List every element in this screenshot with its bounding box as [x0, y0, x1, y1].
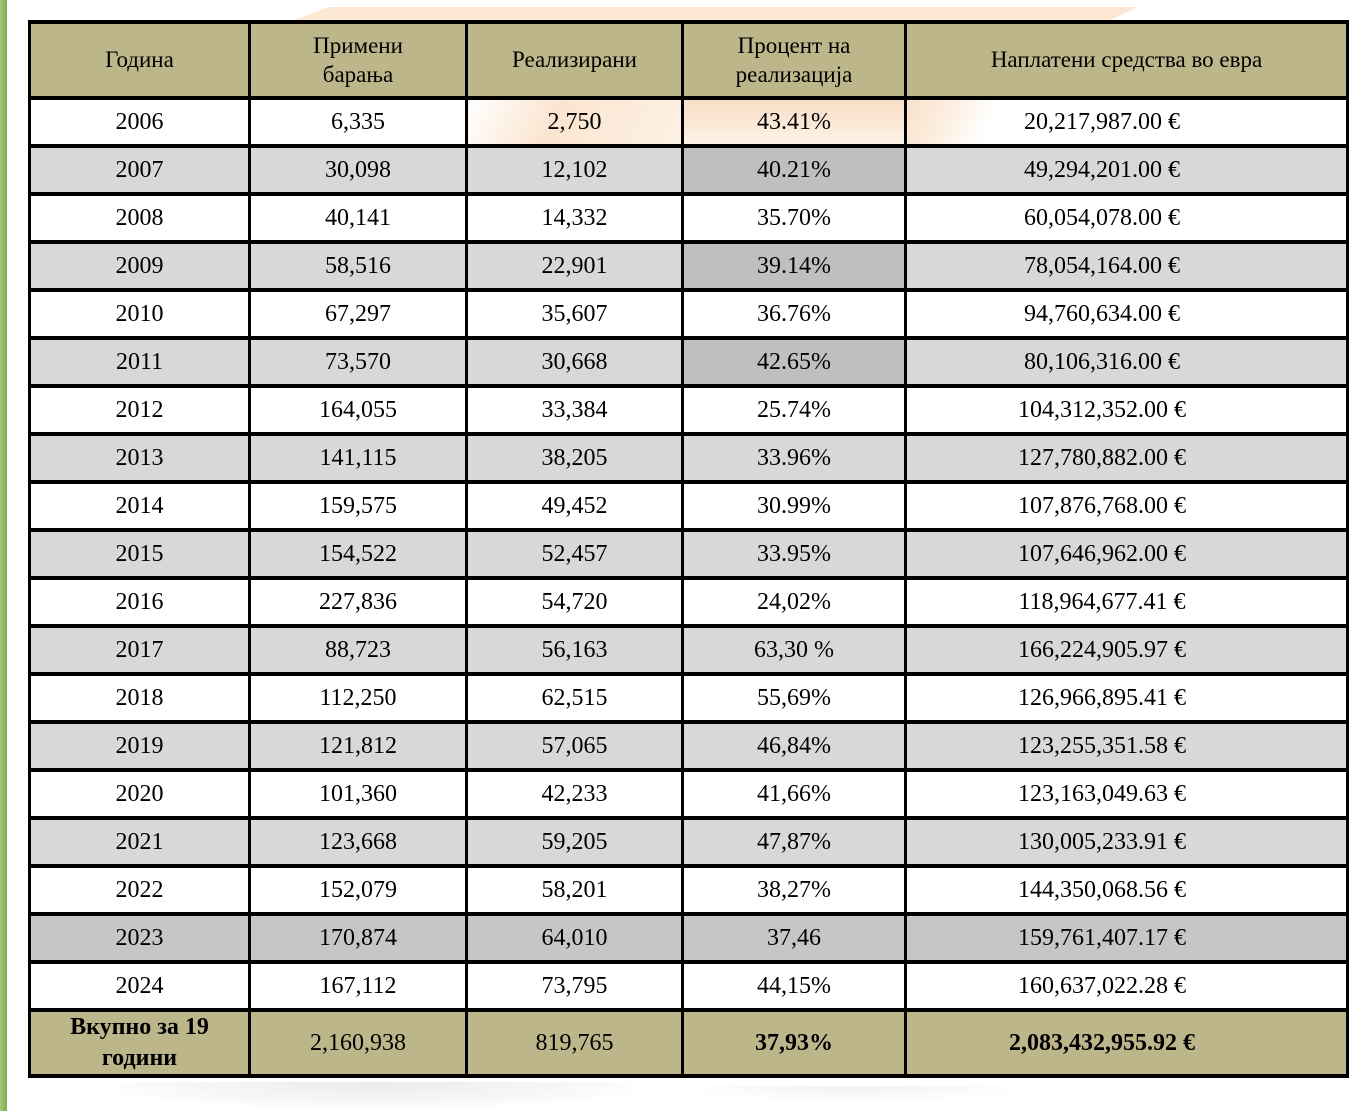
amount-cell: 78,054,164.00 €	[906, 242, 1348, 290]
total-row	[30, 1010, 1348, 1076]
total-amount-cell: 2,083,432,955.92 €	[906, 1010, 1348, 1076]
percent-cell: 33.96%	[683, 434, 906, 482]
percent-cell: 63,30 %	[683, 626, 906, 674]
percent-cell: 25.74%	[683, 386, 906, 434]
received-cell: 170,874	[250, 914, 467, 962]
received-cell: 123,668	[250, 818, 467, 866]
year-cell: 2019	[30, 722, 250, 770]
total-realized-cell: 819,765	[467, 1010, 683, 1076]
year-cell: 2023	[30, 914, 250, 962]
table-row-2015	[30, 530, 1348, 578]
realized-cell: 49,452	[467, 482, 683, 530]
table-row-2018	[30, 674, 1348, 722]
percent-cell: 39.14%	[683, 242, 906, 290]
percent-cell: 33.95%	[683, 530, 906, 578]
received-cell: 101,360	[250, 770, 467, 818]
percent-cell: 35.70%	[683, 194, 906, 242]
year-cell: 2016	[30, 578, 250, 626]
realized-cell: 54,720	[467, 578, 683, 626]
amount-cell: 104,312,352.00 €	[906, 386, 1348, 434]
year-cell: 2011	[30, 338, 250, 386]
percent-cell: 36.76%	[683, 290, 906, 338]
percent-cell: 47,87%	[683, 818, 906, 866]
realized-cell: 73,795	[467, 962, 683, 1010]
year-cell: 2008	[30, 194, 250, 242]
left-green-stripe	[0, 0, 7, 1111]
table-row-2007	[30, 146, 1348, 194]
table-row-2009	[30, 242, 1348, 290]
year-cell: 2007	[30, 146, 250, 194]
realized-cell: 58,201	[467, 866, 683, 914]
realized-cell: 12,102	[467, 146, 683, 194]
percent-cell: 46,84%	[683, 722, 906, 770]
realized-cell: 30,668	[467, 338, 683, 386]
amount-cell: 107,876,768.00 €	[906, 482, 1348, 530]
realized-cell: 38,205	[467, 434, 683, 482]
year-cell: 2024	[30, 962, 250, 1010]
header-received: Примени барања	[250, 22, 467, 98]
realized-cell: 52,457	[467, 530, 683, 578]
table-row-2024	[30, 962, 1348, 1010]
table-row-2010	[30, 290, 1348, 338]
amount-cell: 118,964,677.41 €	[906, 578, 1348, 626]
table-row-2022	[30, 866, 1348, 914]
header-realized: Реализирани	[467, 22, 683, 98]
year-cell: 2010	[30, 290, 250, 338]
year-cell: 2021	[30, 818, 250, 866]
amount-cell: 127,780,882.00 €	[906, 434, 1348, 482]
amount-cell: 166,224,905.97 €	[906, 626, 1348, 674]
header-amount: Наплатени средства во евра	[906, 22, 1348, 98]
amount-cell: 130,005,233.91 €	[906, 818, 1348, 866]
percent-cell: 42.65%	[683, 338, 906, 386]
received-cell: 159,575	[250, 482, 467, 530]
realized-cell: 56,163	[467, 626, 683, 674]
year-cell: 2012	[30, 386, 250, 434]
watermark-bottom-shape-2	[690, 1086, 1020, 1102]
percent-cell: 41,66%	[683, 770, 906, 818]
realized-cell: 57,065	[467, 722, 683, 770]
realized-cell: 33,384	[467, 386, 683, 434]
year-cell: 2020	[30, 770, 250, 818]
amount-cell: 123,255,351.58 €	[906, 722, 1348, 770]
realized-cell: 22,901	[467, 242, 683, 290]
year-cell: 2022	[30, 866, 250, 914]
received-cell: 167,112	[250, 962, 467, 1010]
percent-cell: 38,27%	[683, 866, 906, 914]
percent-cell: 24,02%	[683, 578, 906, 626]
received-cell: 58,516	[250, 242, 467, 290]
table-row-2008	[30, 194, 1348, 242]
table-row-2016	[30, 578, 1348, 626]
year-cell: 2017	[30, 626, 250, 674]
total-received-cell: 2,160,938	[250, 1010, 467, 1076]
amount-cell: 60,054,078.00 €	[906, 194, 1348, 242]
amount-cell: 123,163,049.63 €	[906, 770, 1348, 818]
total-percent-cell: 37,93%	[683, 1010, 906, 1076]
amount-cell: 94,760,634.00 €	[906, 290, 1348, 338]
realized-cell: 2,750	[467, 98, 683, 146]
realized-cell: 59,205	[467, 818, 683, 866]
total-label-cell: Вкупно за 19 години	[30, 1010, 250, 1076]
year-cell: 2015	[30, 530, 250, 578]
percent-cell: 40.21%	[683, 146, 906, 194]
year-cell: 2009	[30, 242, 250, 290]
received-cell: 112,250	[250, 674, 467, 722]
table-row-2012	[30, 386, 1348, 434]
watermark-bottom-shape	[120, 1082, 630, 1108]
percent-cell: 37,46	[683, 914, 906, 962]
amount-cell: 20,217,987.00 €	[906, 98, 1348, 146]
percent-cell: 43.41%	[683, 98, 906, 146]
table-row-2006	[30, 98, 1348, 146]
received-cell: 40,141	[250, 194, 467, 242]
amount-cell: 107,646,962.00 €	[906, 530, 1348, 578]
percent-cell: 30.99%	[683, 482, 906, 530]
table-row-2019	[30, 722, 1348, 770]
year-cell: 2018	[30, 674, 250, 722]
year-cell: 2006	[30, 98, 250, 146]
table-row-2017	[30, 626, 1348, 674]
received-cell: 73,570	[250, 338, 467, 386]
received-cell: 152,079	[250, 866, 467, 914]
received-cell: 67,297	[250, 290, 467, 338]
table-row-2021	[30, 818, 1348, 866]
realized-cell: 64,010	[467, 914, 683, 962]
amount-cell: 159,761,407.17 €	[906, 914, 1348, 962]
realized-cell: 35,607	[467, 290, 683, 338]
received-cell: 88,723	[250, 626, 467, 674]
amount-cell: 144,350,068.56 €	[906, 866, 1348, 914]
table-row-2020	[30, 770, 1348, 818]
year-cell: 2014	[30, 482, 250, 530]
received-cell: 164,055	[250, 386, 467, 434]
received-cell: 6,335	[250, 98, 467, 146]
header-year: Година	[30, 22, 250, 98]
header-row	[30, 22, 1348, 98]
table-row-2023	[30, 914, 1348, 962]
percent-cell: 44,15%	[683, 962, 906, 1010]
realized-cell: 42,233	[467, 770, 683, 818]
received-cell: 154,522	[250, 530, 467, 578]
realized-cell: 14,332	[467, 194, 683, 242]
amount-cell: 160,637,022.28 €	[906, 962, 1348, 1010]
received-cell: 141,115	[250, 434, 467, 482]
header-percent: Процент на реализација	[683, 22, 906, 98]
realized-cell: 62,515	[467, 674, 683, 722]
percent-cell: 55,69%	[683, 674, 906, 722]
amount-cell: 126,966,895.41 €	[906, 674, 1348, 722]
received-cell: 121,812	[250, 722, 467, 770]
amount-cell: 80,106,316.00 €	[906, 338, 1348, 386]
year-cell: 2013	[30, 434, 250, 482]
table-row-2013	[30, 434, 1348, 482]
received-cell: 30,098	[250, 146, 467, 194]
statistics-table	[28, 20, 1349, 1078]
table-row-2014	[30, 482, 1348, 530]
received-cell: 227,836	[250, 578, 467, 626]
amount-cell: 49,294,201.00 €	[906, 146, 1348, 194]
table-row-2011	[30, 338, 1348, 386]
